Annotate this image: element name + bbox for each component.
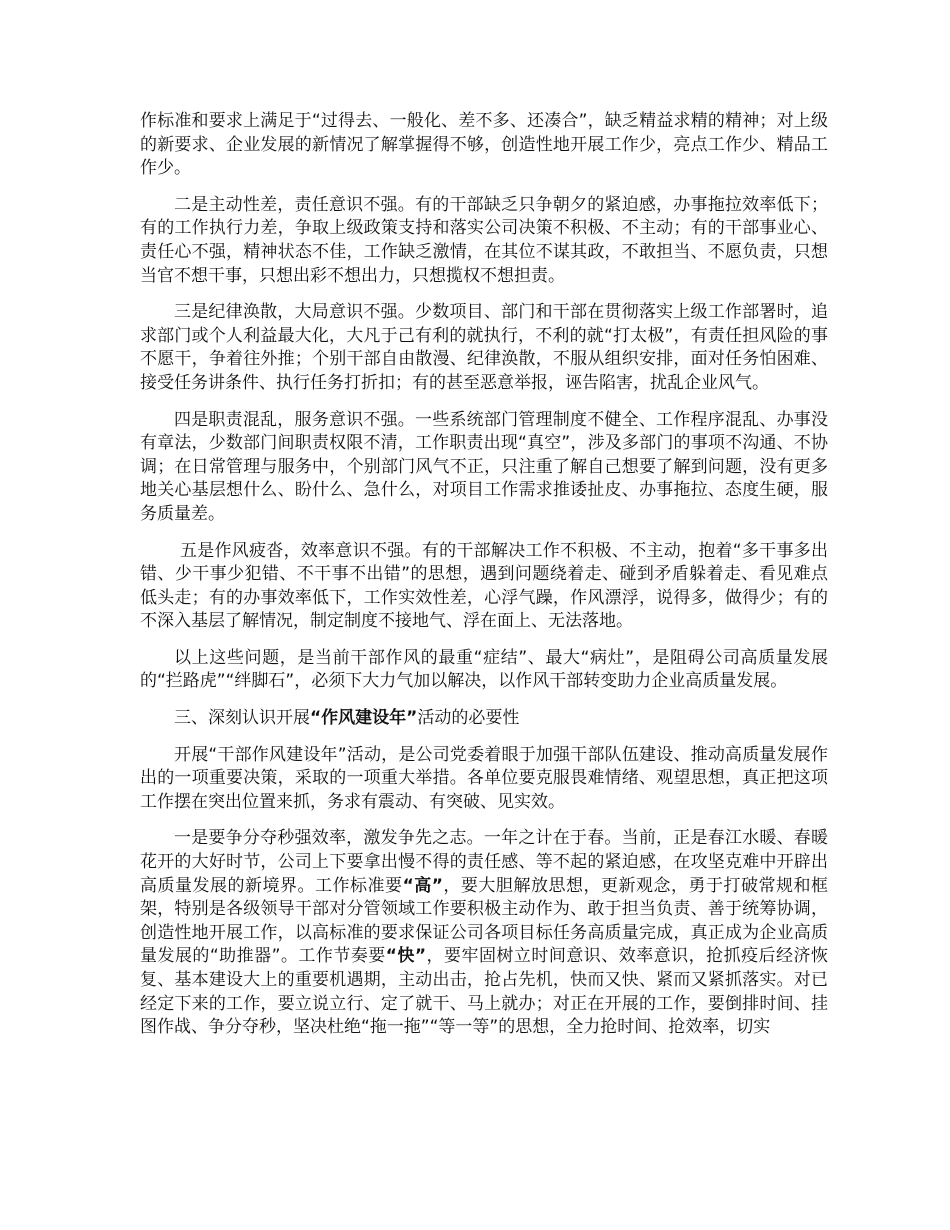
paragraph-text: ，要牢固树立时间意识、效率意识，抢抓疫后经济恢复、基本建设大上的重要机遇期，主动出击，抢占先机，快而又快、紧而又紧抓落实。对已经定下来的工作，要立说立行、定了就干、马上就办；对正在开展的工作，要倒排时间、挂图作战、争分夺秒，坚决杜绝“拖一拖”“等一等”的思想，全力抢时间、抢效率，切实 — [140, 946, 828, 1038]
paragraph-text: 一是要争分夺秒强效率，激发争先之志。一年之计在于春。当前，正是春江水暖、春暖花开的大好时节，公司上下要拿出慢不得的责任感、等不起的紧迫感，在攻坚克难中开辟出高质量发展的新境界。工作标准要 — [140, 828, 828, 896]
paragraph-text: 作标准和要求上满足于“过得去、一般化、差不多、还凑合”，缺乏精益求精的精神；对上级的新要求、企业发展的新情况了解掌握得不够，创造性地开展工作少，亮点工作少、精品工作少。 — [140, 111, 828, 179]
paragraph-point-four — [140, 409, 828, 527]
paragraph-text: 五是作风疲沓，效率意识不强。有的干部解决工作不积极、不主动，抱着“多干事多出错、少干事少犯错、不干事不出错”的思想，遇到问题绕着走、碰到矛盾躲着走、看见难点低头走；有的办事效率低下，工作实效性差，心浮气躁，作风漂浮，说得多，做得少；有的不深入基层了解情况，制定制度不接地气、浮在面上、无法落地。 — [140, 540, 828, 632]
paragraph-text: 开展“干部作风建设年”活动，是公司党委着眼于加强干部队伍建设、推动高质量发展作出的一项重要决策，采取的一项重大举措。各单位要克服畏难情绪、观望思想，真正把这项工作摆在突出位置来抓，务求有震动、有突破、见实效。 — [140, 744, 828, 812]
emphasis-fast: “快” — [385, 946, 427, 967]
paragraph-section-intro — [140, 744, 828, 815]
paragraph-point-five — [140, 540, 828, 634]
paragraph-text: ，要大胆解放思想，更新观念，勇于打破常规和框架，特别是各级领导干部对分管领域工作要积极主动作为、敢于担当负责、善于统筹协调，创造性地开展工作，以高标准的要求保证公司各项目标任务高质量完成，真正成为企业高质量发展的“助推器”。工作节奏要 — [140, 875, 829, 967]
paragraph-text: 二是主动性差，责任意识不强。有的干部缺乏只争朝夕的紧迫感，办事拖拉效率低下；有的工作执行力差，争取上级政策支持和落实公司决策不积极、不主动；有的干部事业心、责任心不强，精神状态不佳，工作缺乏激情，在其位不谋其政，不敢担当、不愿负责，只想当官不想干事，只想出彩不想出力，只想揽权不想担责。 — [140, 194, 828, 286]
heading-emphasis: “作风建设年” — [310, 708, 418, 729]
document-page — [140, 110, 828, 1053]
paragraph-text: 四是职责混乱，服务意识不强。一些系统部门管理制度不健全、工作程序混乱、办事没有章法，少数部门间职责权限不清，工作职责出现“真空”，涉及多部门的事项不沟通、不协调；在日常管理与服务中，个别部门风气不正，只注重了解自己想要了解到问题，没有更多地关心基层想什么、盼什么、急什么，对项目工作需求推诿扯皮、办事拖拉、态度生硬，服务质量差。 — [140, 409, 828, 524]
paragraph-point-three — [140, 301, 828, 395]
paragraph-requirement-one — [140, 827, 828, 1039]
heading-text: 活动的必要性 — [417, 708, 520, 729]
paragraph-continuation — [140, 110, 828, 181]
section-heading — [140, 707, 828, 731]
emphasis-high: “高” — [402, 875, 443, 896]
heading-text: 三、深刻认识开展 — [174, 708, 310, 729]
paragraph-text: 三是纪律涣散，大局意识不强。少数项目、部门和干部在贯彻落实上级工作部署时，追求部门或个人利益最大化，大凡于己有利的就执行，不利的就“打太极”，有责任担风险的事不愿干，争着往外推；个别干部自由散漫、纪律涣散，不服从组织安排，面对任务怕困难、接受任务讲条件、执行任务打折扣；有的甚至恶意举报，诬告陷害，扰乱企业风气。 — [140, 302, 828, 393]
paragraph-text: 以上这些问题，是当前干部作风的最重“症结”、最大“病灶”，是阻碍公司高质量发展的“拦路虎”“绊脚石”，必须下大力气加以解决，以作风干部转变助力企业高质量发展。 — [140, 647, 828, 692]
paragraph-summary — [140, 647, 828, 694]
paragraph-point-two — [140, 194, 828, 288]
